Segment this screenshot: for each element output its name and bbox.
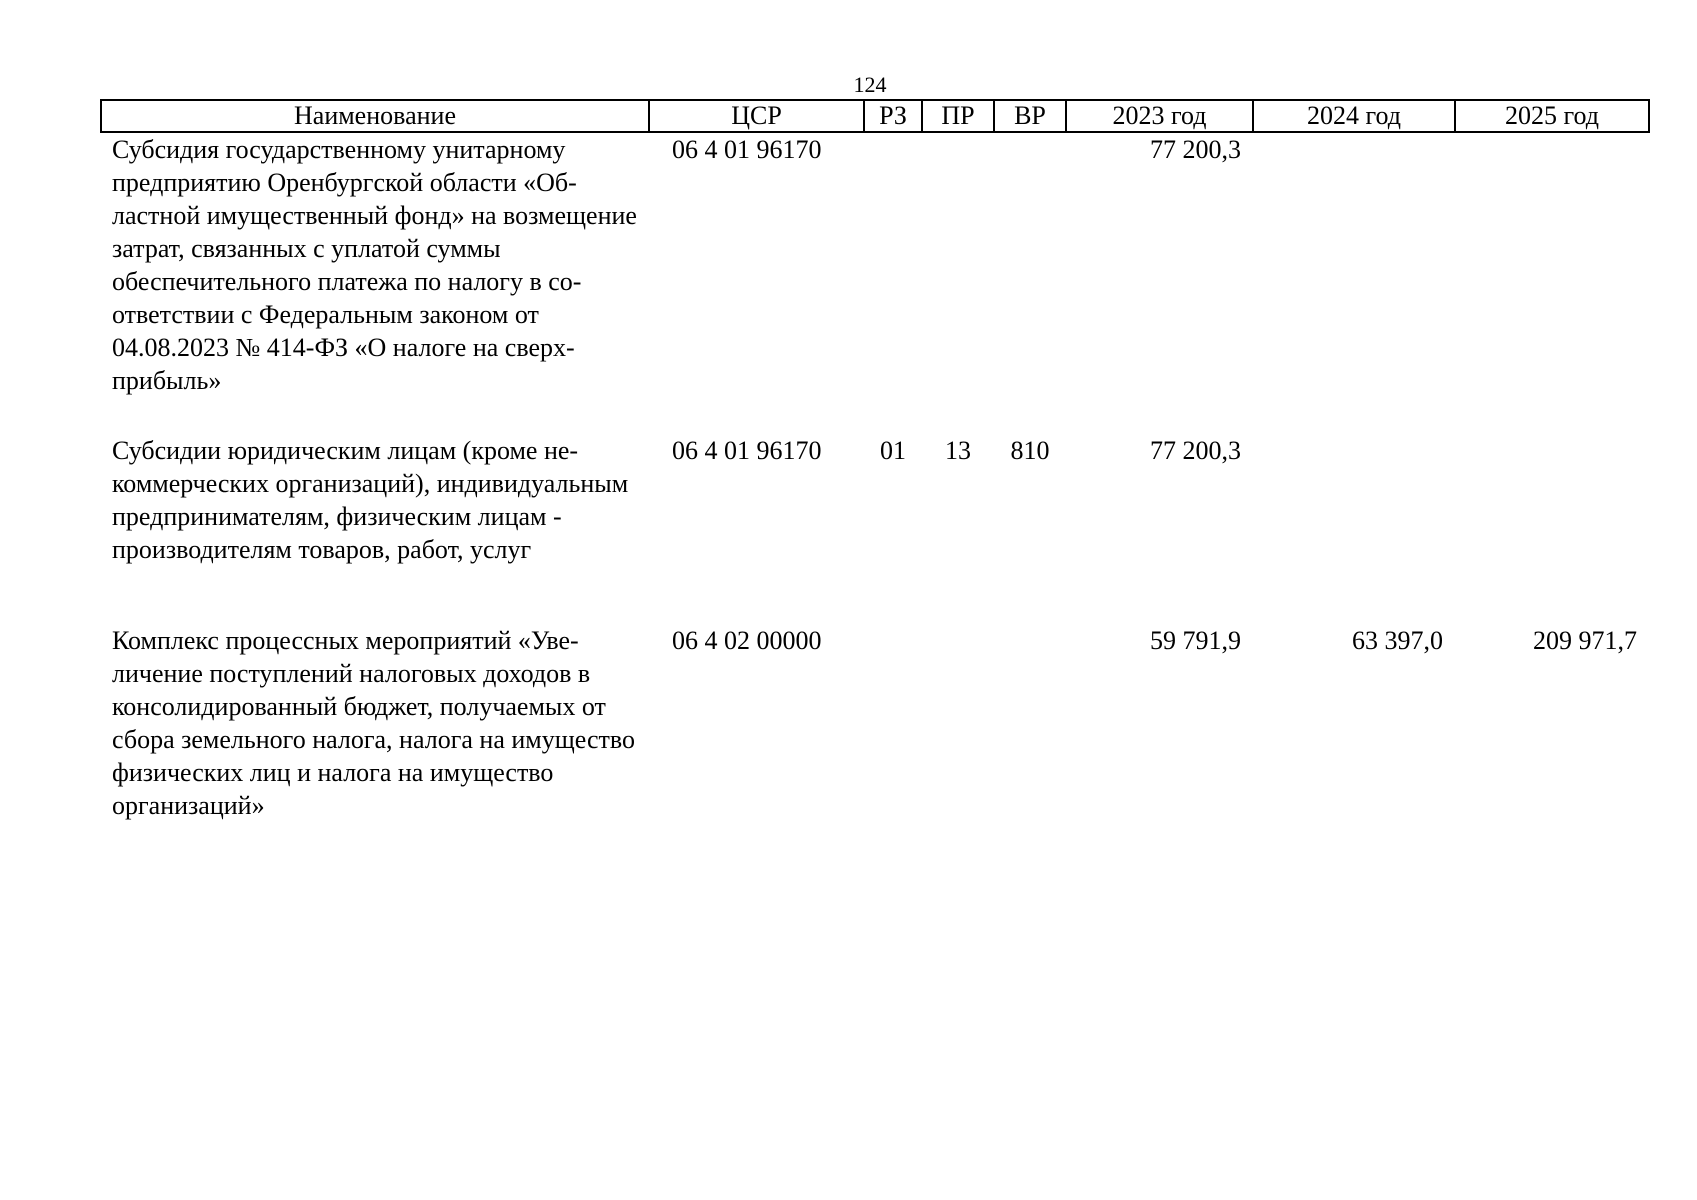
header-2023: 2023 год	[1066, 100, 1253, 132]
header-row	[101, 100, 1649, 132]
row-2023: 59 791,9	[1150, 626, 1241, 655]
row-name: Субсидия государственному унитарному предприятию Оренбургской области «Областной имущественный фонд» на возмещение затрат, связанных с уплатой суммы обеспечительного платежа по налогу в соответствии с Федеральным законом от 04.08.2023 № 414-ФЗ «О налоге на сверхприбыль»	[112, 135, 637, 395]
header-rz: РЗ	[864, 100, 922, 132]
table-row	[101, 624, 1649, 824]
row-2024: 63 397,0	[1352, 626, 1443, 655]
header-csr: ЦСР	[649, 100, 864, 132]
page-number: 124	[853, 72, 887, 97]
row-vr: 810	[1010, 436, 1050, 465]
budget-table	[100, 99, 1650, 824]
row-name: Комплекс процессных мероприятий «Увеличение поступлений налоговых доходов в консолидированный бюджет, получаемых от сбора земельного налога, налога на имущество физических лиц и налога на имущество организаций»	[112, 626, 635, 820]
row-pr: 13	[945, 436, 971, 465]
table-row	[101, 132, 1649, 434]
row-2025	[1455, 434, 1649, 624]
row-csr: 06 4 01 96170	[672, 135, 822, 164]
header-pr: ПР	[922, 100, 994, 132]
row-rz	[864, 624, 922, 824]
row-rz: 01	[880, 436, 906, 465]
row-name: Субсидии юридическим лицам (кроме некоммерческих организаций), индивидуальным предпринимателям, физическим лицам - производителям товаров, работ, услуг	[112, 436, 629, 564]
row-csr: 06 4 01 96170	[672, 436, 822, 465]
table-body	[101, 132, 1649, 824]
row-pr	[922, 132, 994, 434]
table-row	[101, 434, 1649, 624]
row-2024	[1253, 132, 1455, 434]
row-pr	[922, 624, 994, 824]
row-csr: 06 4 02 00000	[672, 626, 822, 655]
header-2024: 2024 год	[1253, 100, 1455, 132]
header-2025: 2025 год	[1455, 100, 1649, 132]
row-vr	[994, 624, 1066, 824]
header-vr: ВР	[994, 100, 1066, 132]
row-2023: 77 200,3	[1150, 135, 1241, 164]
row-2025: 209 971,7	[1533, 626, 1637, 655]
table-header	[101, 100, 1649, 132]
row-2023: 77 200,3	[1150, 436, 1241, 465]
header-name: Наименование	[101, 100, 649, 132]
row-2025	[1455, 132, 1649, 434]
row-vr	[994, 132, 1066, 434]
row-rz	[864, 132, 922, 434]
row-2024	[1253, 434, 1455, 624]
